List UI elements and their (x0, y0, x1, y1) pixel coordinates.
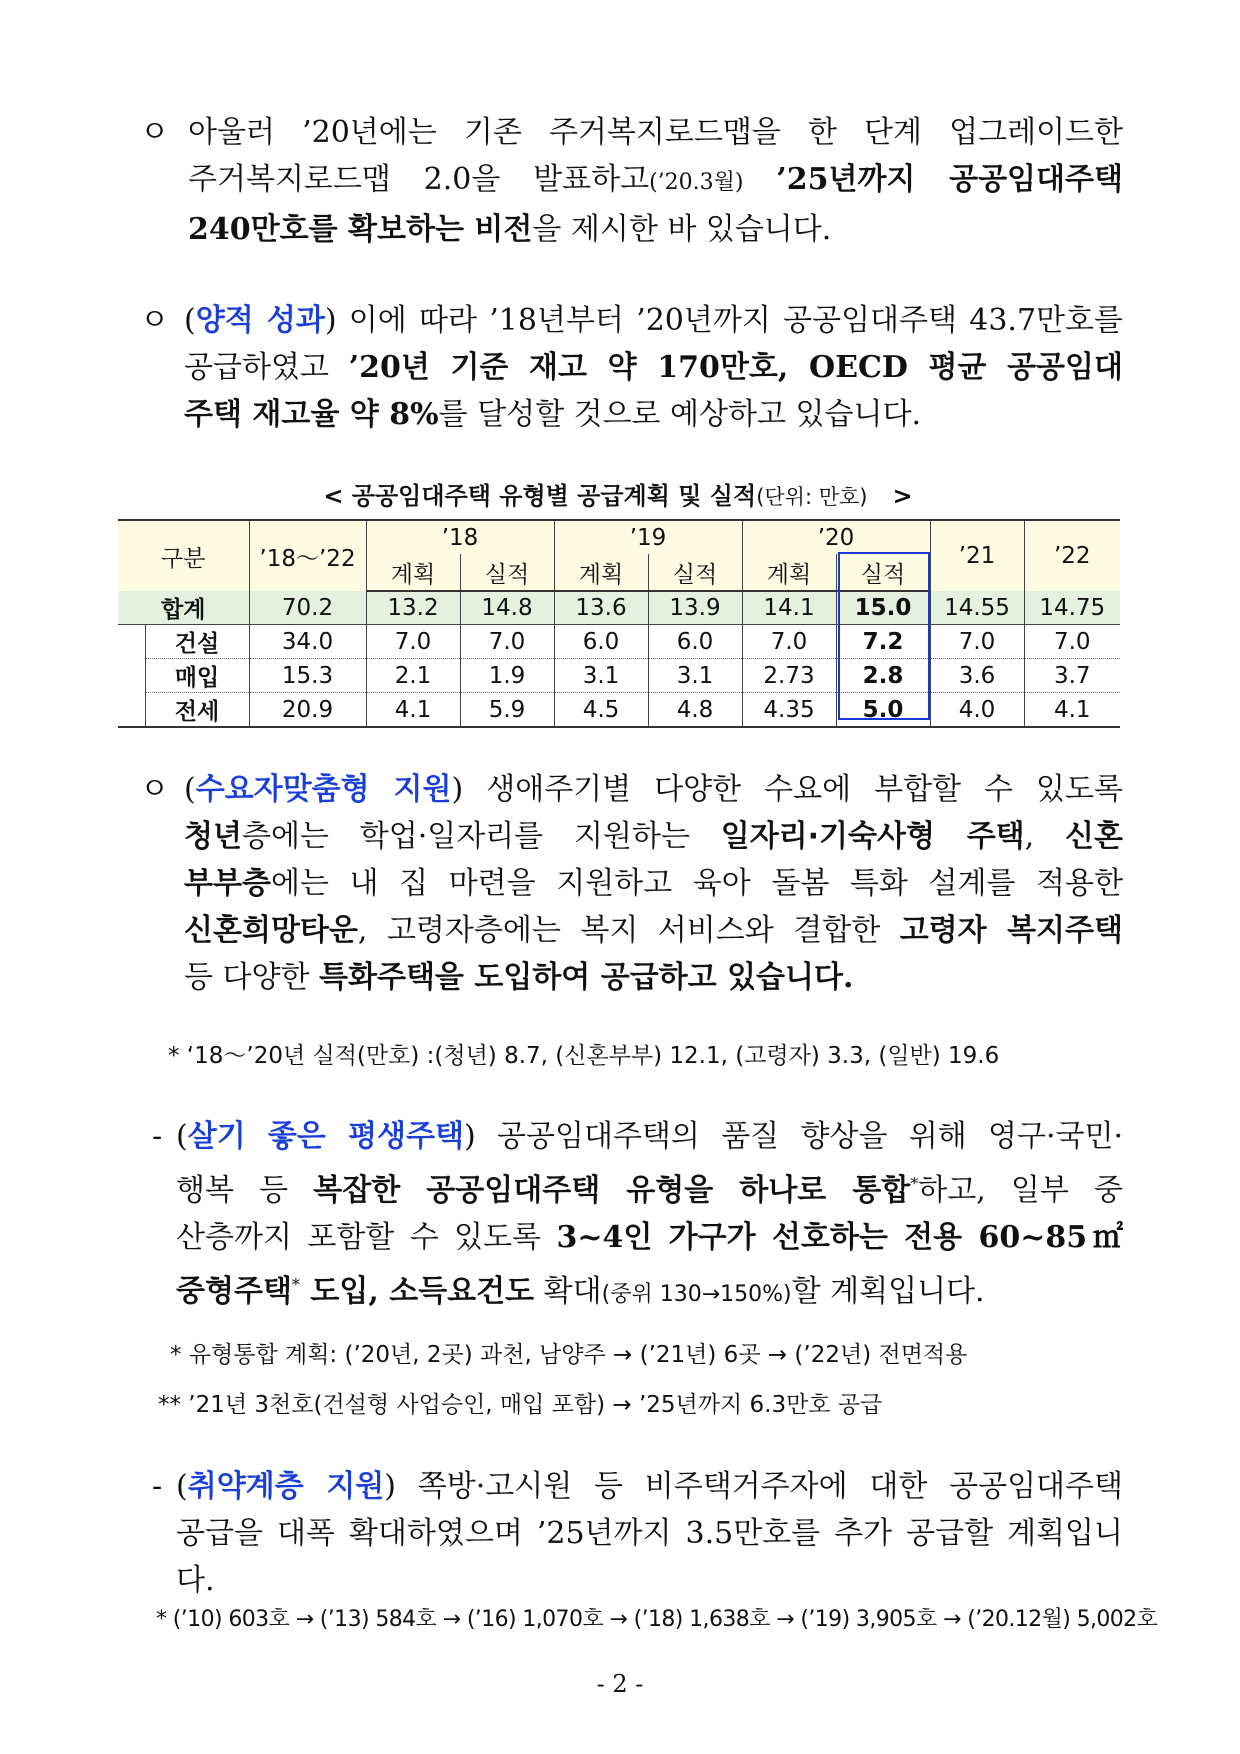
text-span: ( (176, 1469, 188, 1504)
text-span: 신혼 (1065, 819, 1123, 854)
cell: 2.1 (366, 659, 460, 693)
bullet: ㅇ (140, 303, 169, 338)
text-span: ) 쪽방·고시원 등 비주택거주자에 대한 공공임대주택 (384, 1469, 1123, 1504)
cell: 13.2 (366, 591, 460, 625)
highlight-box (838, 552, 930, 720)
header-actual: 실적 (648, 554, 742, 591)
text-span: 행복 등 (176, 1173, 314, 1208)
text-span: 할 계획입니다. (791, 1274, 985, 1309)
text-line (176, 1160, 1123, 1214)
cell: 3.1 (554, 659, 648, 693)
text-span: (중위 130→150%) (601, 1282, 792, 1307)
text-line (188, 156, 1123, 206)
text-line: 공급을 대폭 확대하였으며 ’25년까지 3.5만호를 추가 공급할 계획입니다. (176, 1516, 1123, 1598)
text-line (176, 1463, 1123, 1510)
text-line (188, 206, 1123, 253)
text-span: , 고령자층에는 복지 서비스와 결합한 (357, 913, 900, 948)
text-span: 층에는 학업·일자리를 지원하는 (241, 819, 721, 854)
text-span: 하고, 일부 중 (918, 1173, 1124, 1208)
text-span: ’20년 기준 재고 약 170만호, OECD 평균 공공임대 (348, 350, 1124, 385)
text-span: 부부층 (184, 866, 271, 901)
text-span: ( (184, 303, 196, 338)
row-label: 매입 (145, 659, 249, 693)
cell: 5.0 (836, 693, 930, 728)
cell: 7.0 (366, 625, 460, 659)
text-span: ’25년까지 공공임대주택 (776, 162, 1123, 197)
text-span: 3~4인 가구가 선호하는 전용 60~85㎡ (556, 1220, 1123, 1255)
section-tag: 취약계층 지원 (187, 1469, 385, 1504)
cell: 13.6 (554, 591, 648, 625)
caption-title: < 공공임대주택 유형별 공급계획 및 실적 (323, 482, 757, 510)
paragraph-vulnerable (152, 1463, 1123, 1604)
caption-unit: (단위: 만호) (756, 485, 868, 509)
text-line (184, 297, 1123, 344)
text-line (184, 344, 1123, 391)
table-row (118, 625, 1120, 659)
text-span: 를 달성할 것으로 예상하고 있습니다. (438, 397, 921, 432)
text-line (184, 766, 1123, 813)
row-label: 건설 (145, 625, 249, 659)
cell: 4.1 (1024, 693, 1120, 728)
text-span: 일자리·기숙사형 주택 (720, 819, 1025, 854)
text-span: 주택 재고율 약 8% (184, 397, 439, 432)
cell: 4.1 (366, 693, 460, 728)
header-plan: 계획 (554, 554, 648, 591)
text-span: 산층까지 포함할 수 있도록 (176, 1220, 557, 1255)
table-row (118, 659, 1120, 693)
text-line: 아울러 ’20년에는 기존 주거복지로드맵을 한 단계 업그레이드한 (188, 115, 1123, 150)
text-line (184, 954, 1123, 1001)
text-span: 공급하였고 (184, 350, 349, 385)
text-span: 주거복지로드맵 2.0을 발표하고 (188, 162, 650, 197)
footnote: * ‘18～’20년 실적(만호) :(청년) 8.7, (신혼부부) 12.1, (고령자) 3.3, (일반) 19.6 (168, 1043, 1000, 1069)
text-span: 복잡한 공공임대주택 유형을 하나로 통합 (313, 1173, 911, 1208)
text-span: ( (176, 1119, 188, 1154)
cell: 3.7 (1024, 659, 1120, 693)
cell: 6.0 (554, 625, 648, 659)
table-caption (118, 476, 1118, 511)
caption-end: > (892, 482, 913, 510)
header-actual: 실적 (836, 554, 930, 591)
text-span: ( (184, 772, 196, 807)
paragraph-quantitative (140, 297, 1123, 438)
cell: 5.9 (460, 693, 554, 728)
cell: 13.9 (648, 591, 742, 625)
text-span: , (1024, 819, 1066, 854)
cell: 4.5 (554, 693, 648, 728)
header-category: 구분 (118, 520, 249, 591)
cell: 20.9 (249, 693, 366, 728)
cell: 70.2 (249, 591, 366, 625)
text-span: 을 제시한 바 있습니다. (532, 212, 832, 247)
text-line (176, 1261, 1123, 1318)
cell: 6.0 (648, 625, 742, 659)
row-label: 합계 (118, 591, 249, 625)
cell: 7.2 (836, 625, 930, 659)
cell: 15.3 (249, 659, 366, 693)
header-total-period: ’18～’22 (249, 520, 366, 591)
text-span: ) 이에 따라 ’18년부터 ’20년까지 공공임대주택 43.7만호를 (324, 303, 1123, 338)
text-span: 에는 내 집 마련을 지원하고 육아 돌봄 특화 설계를 적용한 (270, 866, 1123, 901)
header-year-22: ’22 (1024, 520, 1120, 591)
header-year-18: ’18 (366, 520, 554, 554)
text-span: 신혼희망타운 (184, 913, 358, 948)
footnote: * 유형통합 계획: (’20년, 2곳) 과천, 남양주 → (’21년) 6곳 → (’22년) 전면적용 (170, 1342, 968, 1368)
row-indent (118, 625, 145, 659)
table-row (118, 693, 1120, 728)
footnote: * (’10) 603호 → (’13) 584호 → (’16) 1,070호 → (’18) 1,638호 → (’19) 3,905호 → (’20.12월) 5,002호 (156, 1607, 1158, 1632)
cell: 2.8 (836, 659, 930, 693)
cell: 34.0 (249, 625, 366, 659)
text-span: ) 공공임대주택의 품질 향상을 위해 영구·국민· (464, 1119, 1123, 1154)
bullet: ㅇ (140, 772, 169, 807)
row-indent (118, 659, 145, 693)
cell: 1.9 (460, 659, 554, 693)
text-span: 확대 (534, 1274, 602, 1309)
text-span: 중형주택 (176, 1274, 292, 1309)
text-span: 240만호를 확보하는 비전 (188, 212, 533, 247)
cell: 4.35 (742, 693, 836, 728)
bullet: - (152, 1119, 163, 1154)
text-span: 청년 (184, 819, 242, 854)
cell: 14.75 (1024, 591, 1120, 625)
text-line (184, 860, 1123, 907)
text-line (176, 1214, 1123, 1261)
section-tag: 양적 성과 (195, 303, 325, 338)
text-span: 고령자 복지주택 (899, 913, 1123, 948)
section-tag: 수요자맞춤형 지원 (195, 772, 452, 807)
section-tag: 살기 좋은 평생주택 (187, 1119, 465, 1154)
header-plan: 계획 (742, 554, 836, 591)
header-year-20: ’20 (742, 520, 930, 554)
cell: 4.8 (648, 693, 742, 728)
header-year-21: ’21 (930, 520, 1024, 591)
table-row-total (118, 591, 1120, 625)
cell: 7.0 (1024, 625, 1120, 659)
cell: 14.55 (930, 591, 1024, 625)
cell: 7.0 (460, 625, 554, 659)
cell: 3.1 (648, 659, 742, 693)
text-line (184, 391, 1123, 438)
text-span: 도입, 소득요건도 (299, 1274, 535, 1309)
footnote-mark: * (291, 1275, 300, 1294)
text-line (184, 813, 1123, 860)
paragraph-roadmap (140, 109, 1123, 253)
header-year-19: ’19 (554, 520, 742, 554)
supply-table (118, 519, 1120, 728)
paragraph-customized (140, 766, 1123, 1001)
cell: 4.0 (930, 693, 1024, 728)
text-span: 특화주택을 도입하여 공급하고 있습니다. (319, 960, 854, 995)
header-plan: 계획 (366, 554, 460, 591)
page-number: - 2 - (596, 1670, 644, 1698)
cell: 3.6 (930, 659, 1024, 693)
cell: 2.73 (742, 659, 836, 693)
text-span: 등 다양한 (184, 960, 319, 995)
cell: 14.8 (460, 591, 554, 625)
header-actual: 실적 (460, 554, 554, 591)
row-label: 전세 (145, 693, 249, 728)
bullet: - (152, 1469, 163, 1504)
cell: 14.1 (742, 591, 836, 625)
footnote: ** ’21년 3천호(건설형 사업승인, 매입 포함) → ’25년까지 6.3만호 공급 (158, 1392, 883, 1418)
bullet: ㅇ (140, 115, 169, 150)
text-span: (’20.3월) (649, 170, 744, 195)
cell: 15.0 (836, 591, 930, 625)
footnote-mark: * (910, 1174, 919, 1193)
text-span: ) 생애주기별 다양한 수요에 부합할 수 있도록 (451, 772, 1123, 807)
row-indent (118, 693, 145, 728)
paragraph-lifelong-housing (152, 1113, 1123, 1318)
text-line (176, 1113, 1123, 1160)
cell: 7.0 (930, 625, 1024, 659)
cell: 7.0 (742, 625, 836, 659)
text-line (184, 907, 1123, 954)
